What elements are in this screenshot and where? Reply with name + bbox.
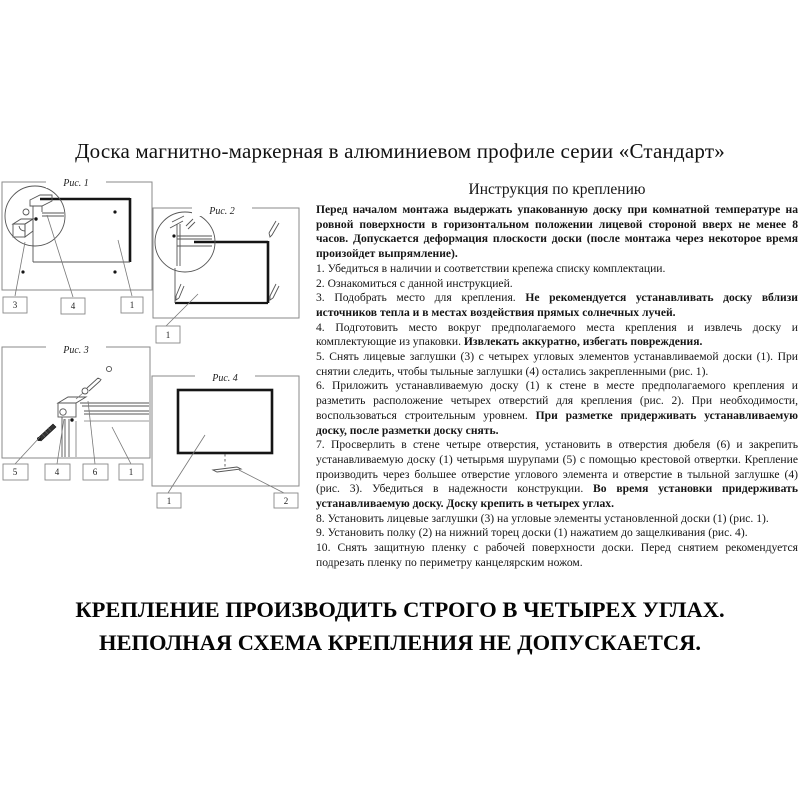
warning-line-1: КРЕПЛЕНИЕ ПРОИЗВОДИТЬ СТРОГО В ЧЕТЫРЕХ УГЛАХ. (75, 597, 725, 622)
screw-dark-icon (37, 424, 56, 441)
instruction-item: 7. Просверлить в стене четыре отверстия, установить в отверстия дюбеля (6) и закрепить устанавливаемую доску (1) четырьмя шурупами (5) с помощью крестовой отвертки. Крепление производить через большее отверстие углового элемента и отверстие в тыльной заглушке (4) (рис. 3). Убедиться в надежности конструкции. Во время установки придерживать устанавливаемую доску. Доску крепить в четырех углах. (316, 438, 798, 511)
svg-text:5: 5 (12, 467, 18, 477)
figure-3-label: Рис. 3 (63, 345, 89, 356)
svg-text:1: 1 (165, 330, 171, 340)
instruction-item: 2. Ознакомиться с данной инструкцией. (316, 276, 513, 290)
figure-2-label: Рис. 2 (209, 206, 235, 217)
figure-3-fastening-diagram (0, 345, 158, 487)
instruction-item: 6. Приложить устанавливаемую доску (1) к стене в месте предполагаемого крепления и разметить расположение четырех отверстий для крепления (рис. 2). При необходимости, воспользоваться строительным уровнем. При разметке придерживать устанавливаемую доску, после разметки доску снять. (316, 379, 798, 437)
dowel-hole-icon (106, 366, 111, 371)
svg-text:1: 1 (128, 467, 134, 477)
page-title: Доска магнитно-маркерная в алюминиевом профиле серии «Стандарт» (75, 139, 725, 163)
pencil-mark-icon (269, 221, 279, 237)
svg-text:1: 1 (166, 496, 172, 506)
instructions-column (316, 181, 798, 571)
figure-4-label: Рис. 4 (212, 373, 238, 384)
svg-text:2: 2 (283, 496, 289, 506)
svg-text:3: 3 (12, 300, 18, 310)
instructions-heading: Инструкция по креплению (468, 181, 646, 198)
instruction-item: 1. Убедиться в наличии и соответствии крепежа списку комплектации. (316, 261, 666, 275)
figure-4-callout-1 (157, 493, 181, 508)
pencil-mark-icon (176, 284, 184, 300)
shelf-icon (213, 467, 241, 472)
figure-4-callout-2 (274, 493, 298, 508)
svg-text:4: 4 (54, 467, 60, 477)
figure-3-callout-4 (45, 464, 70, 480)
svg-text:1: 1 (129, 300, 135, 310)
figure-3-callout-1 (119, 464, 143, 480)
svg-text:6: 6 (92, 467, 98, 477)
figure-2-marking-diagram (150, 206, 308, 348)
figure-3-callout-6 (83, 464, 108, 480)
pencil-mark-icon (186, 219, 195, 229)
instruction-item: 4. Подготовить место вокруг предполагаемого места крепления и извлечь доску и комплектующие из упаковки. Извлекать аккуратно, избегать повреждения. (316, 320, 798, 349)
figure-1-label: Рис. 1 (63, 178, 89, 189)
pencil-mark-icon (270, 284, 279, 300)
figure-4-shelf-diagram (150, 372, 308, 514)
figure-1-callout-4 (61, 298, 85, 314)
instruction-item: 5. Снять лицевые заглушки (3) с четырех угловых элементов устанавливаемой доски (1). При снятии следить, чтобы тыльные заглушки (4) остались закрепленными (рис. 1). (316, 350, 798, 378)
screw-icon (82, 378, 101, 394)
svg-text:4: 4 (70, 301, 76, 311)
instruction-item: 3. Подобрать место для крепления. Не рекомендуется устанавливать доску вблизи источников тепла и в местах воздействия прямых солнечных лучей. (316, 291, 798, 319)
figure-3-callout-5 (3, 464, 28, 480)
instructions-intro: Перед началом монтажа выдержать упакованную доску при комнатной температуре на ровной поверхности в горизонтальном положении лицевой стороной вверх не менее 8 часов. Допускается деформация плоскости доски (после монтажа через некоторое время произойдет выпрямление). (316, 203, 798, 261)
instructions-list (316, 262, 798, 571)
figure-1-board-caps-diagram (0, 176, 158, 318)
instruction-item: 9. Установить полку (2) на нижний торец доски (1) нажатием до защелкивания (рис. 4). (316, 526, 748, 540)
figure-1-callout-3 (3, 297, 27, 313)
figure-2-callout-1 (156, 326, 180, 343)
instruction-item: 10. Снять защитную пленку с рабочей поверхности доски. Перед снятием рекомендуется подрезать пленку по периметру канцелярским ножом. (316, 541, 798, 569)
figure-1-callout-1 (121, 297, 143, 313)
instruction-item: 8. Установить лицевые заглушки (3) на угловые элементы установленной доски (1) (рис. 1). (316, 511, 769, 525)
warning-banner (0, 593, 800, 659)
warning-line-2: НЕПОЛНАЯ СХЕМА КРЕПЛЕНИЯ НЕ ДОПУСКАЕТСЯ. (98, 630, 702, 655)
